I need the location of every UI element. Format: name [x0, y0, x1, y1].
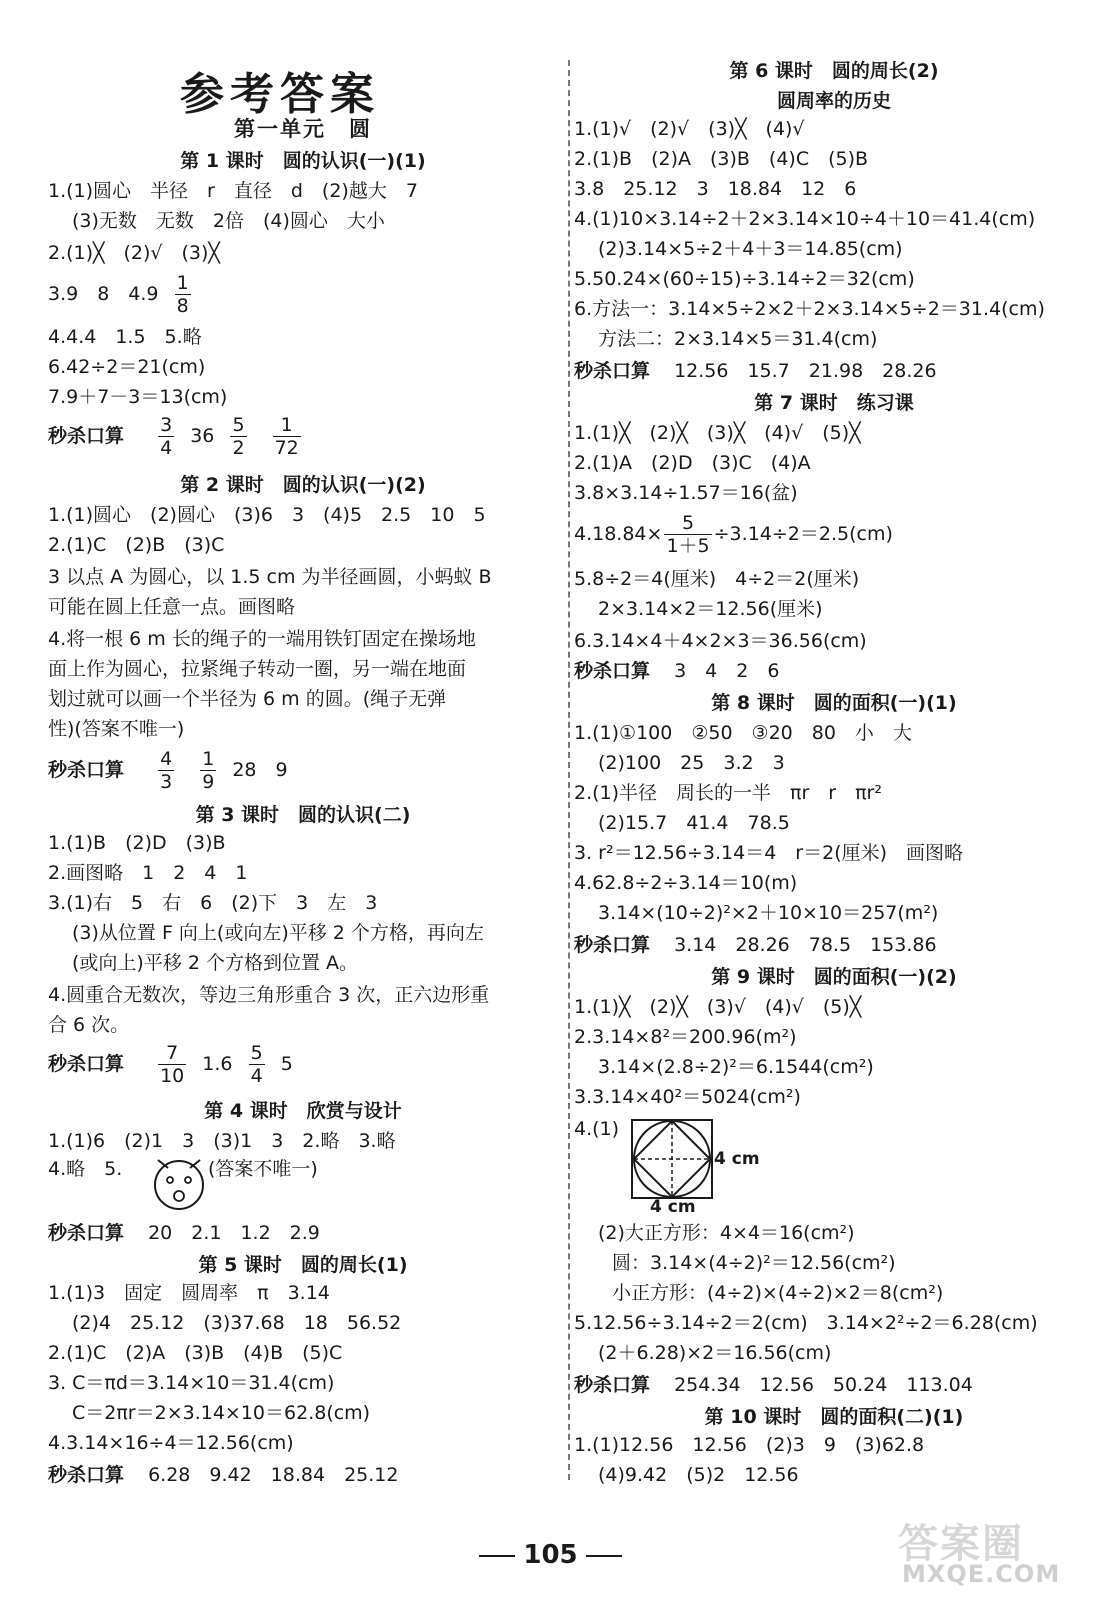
answer-line: 1.(1)√ (2)√ (3)╳ (4)√	[574, 118, 805, 140]
lesson-9-heading: 第 9 课时 圆的面积(一)(2)	[711, 966, 957, 988]
mental-math-line	[574, 932, 937, 958]
fraction: $\frac{5}{4}$	[250, 1042, 263, 1087]
answer-line: 2.(1)╳ (2)√ (3)╳	[48, 242, 220, 264]
mental-math-line	[48, 748, 288, 793]
mental-math-label: 秒杀口算	[48, 425, 125, 447]
answer-line: 1.(1)B (2)D (3)B	[48, 832, 226, 854]
answer-line: 3.(1)右 5 右 6 (2)下 3 左 3	[48, 892, 378, 914]
answer-line: (或向上)平移 2 个方格到位置 A。	[72, 952, 359, 974]
answer-line: 1.(1)圆心 (2)圆心 (3)6 3 (4)5 2.5 10 5	[48, 504, 486, 526]
answer-line: 2.(1)A (2)D (3)C (4)A	[574, 452, 811, 474]
answer-line: 划过就可以画一个半径为 6 m 的圆。(绳子无弹	[48, 688, 447, 710]
page-title: 参考答案	[180, 69, 380, 120]
answer-text: 36	[190, 425, 215, 447]
site-watermark: 答案圈 MXQE.COM	[898, 1521, 1061, 1588]
unit-title: 第一单元 圆	[234, 117, 372, 141]
lesson-10-heading: 第 10 课时 圆的面积(二)(1)	[704, 1406, 964, 1428]
answer-line: 5.8÷2＝4(厘米) 4÷2＝2(厘米)	[574, 568, 860, 590]
answer-line: C＝2πr＝2×3.14×10＝62.8(cm)	[72, 1402, 371, 1424]
answer-line: 2.(1)B (2)A (3)B (4)C (5)B	[574, 148, 869, 170]
answer-line: 3.14×(10÷2)²×2＋10×10＝257(m²)	[598, 902, 939, 924]
fraction: $\frac{5}{2}$	[232, 414, 245, 459]
mental-math-label: 秒杀口算	[48, 1222, 125, 1244]
answer-line: 4.3.14×16÷4＝12.56(cm)	[48, 1432, 294, 1454]
answer-line: (2＋6.28)×2＝16.56(cm)	[598, 1342, 832, 1364]
answer-text: 1.6	[202, 1053, 233, 1075]
answer-text: 5	[280, 1053, 293, 1075]
answer-line: 2×3.14×2＝12.56(厘米)	[598, 598, 823, 620]
fraction: $\frac{1}{9}$	[202, 748, 215, 793]
answer-line: 1.(1)圆心 半径 r 直径 d (2)越大 7	[48, 180, 418, 202]
answer-line: (3)无数 无数 2倍 (4)圆心 大小	[72, 210, 385, 232]
answer-line: 小正方形：(4÷2)×(4÷2)×2＝8(cm²)	[612, 1282, 944, 1304]
answer-line: 圆：3.14×(4÷2)²＝12.56(cm²)	[612, 1252, 896, 1274]
answer-text: 3.9 8 4.9	[48, 283, 159, 305]
answer-line: 3.8×3.14÷1.57＝16(盆)	[574, 482, 798, 504]
answer-line: 4.略 5.	[48, 1158, 123, 1180]
mental-math-line	[48, 1042, 293, 1087]
answer-line: 方法二：2×3.14×5＝31.4(cm)	[598, 328, 878, 350]
figure-side-label: 4 cm	[714, 1149, 760, 1169]
mental-math-line	[48, 1462, 398, 1488]
mental-math-label: 秒杀口算	[574, 360, 651, 382]
lesson-8-heading: 第 8 课时 圆的面积(一)(1)	[711, 692, 957, 714]
answer-line: 4.4.4 1.5 5.略	[48, 326, 202, 348]
answer-line: (3)从位置 F 向上(或向左)平移 2 个方格，再向左	[72, 922, 484, 944]
answer-line	[48, 272, 201, 317]
answer-line: 1.(1)①100 ②50 ③20 80 小 大	[574, 722, 912, 744]
answer-line: 3. r²＝12.56÷3.14＝4 r＝2(厘米) 画图略	[574, 842, 964, 864]
mental-math-label: 秒杀口算	[48, 759, 125, 781]
lesson-5-heading: 第 5 课时 圆的周长(1)	[198, 1254, 408, 1276]
answer-text: 4.18.84×	[574, 523, 663, 545]
lesson-3-heading: 第 3 课时 圆的认识(二)	[195, 804, 411, 826]
answer-text: 20 2.1 1.2 2.9	[148, 1222, 320, 1244]
answer-line: 2.3.14×8²＝200.96(m²)	[574, 1026, 797, 1048]
answer-text: 3 4 2 6	[674, 660, 780, 682]
page-number: 105	[0, 1540, 1101, 1570]
answer-line: (4)9.42 (5)2 12.56	[598, 1464, 799, 1486]
answer-line: 4.将一根 6 m 长的绳子的一端用铁钉固定在操场地	[48, 628, 476, 650]
answer-line: 3.3.14×40²＝5024(cm²)	[574, 1086, 801, 1108]
answer-line: 7.9＋7－3＝13(cm)	[48, 386, 228, 408]
answer-text: ÷3.14÷2＝2.5(cm)	[713, 523, 893, 545]
answer-line: 3.8 25.12 3 18.84 12 6	[574, 178, 857, 200]
answer-line: 2.(1)半径 周长的一半 πr r πr²	[574, 782, 882, 804]
mental-math-label: 秒杀口算	[574, 1374, 651, 1396]
answer-line: 5.12.56÷3.14÷2＝2(cm) 3.14×2²÷2＝6.28(cm)	[574, 1312, 1038, 1334]
answer-line: (2)100 25 3.2 3	[598, 752, 785, 774]
answer-line: (2)4 25.12 (3)37.68 18 56.52	[72, 1312, 402, 1334]
fraction: $\frac{4}{3}$	[160, 748, 173, 793]
fraction: $\frac{3}{4}$	[160, 414, 173, 459]
answer-text: 3.14 28.26 78.5 153.86	[674, 934, 937, 956]
answer-line: 3.14×(2.8÷2)²＝6.1544(cm²)	[598, 1056, 874, 1078]
answer-text: 12.56 15.7 21.98 28.26	[674, 360, 937, 382]
fraction: $\frac{1}{72}$	[274, 414, 299, 459]
mental-math-line	[574, 658, 779, 684]
answer-text: 6.28 9.42 18.84 25.12	[148, 1464, 399, 1486]
answer-line: 2.画图略 1 2 4 1	[48, 862, 248, 884]
mental-math-label: 秒杀口算	[48, 1053, 125, 1075]
mental-math-line	[48, 1220, 320, 1246]
smiley-face-drawing	[148, 1152, 210, 1214]
mental-math-line	[574, 358, 937, 384]
fraction: $\frac{5}{1+5}$	[666, 512, 710, 557]
mental-math-label: 秒杀口算	[574, 934, 651, 956]
answer-line: 3 以点 A 为圆心，以 1.5 cm 为半径画圆，小蚂蚁 B	[48, 566, 492, 588]
answer-line: 5.50.24×(60÷15)÷3.14÷2＝32(cm)	[574, 268, 915, 290]
answer-line: (2)大正方形：4×4＝16(cm²)	[598, 1222, 855, 1244]
answer-line: 2.(1)C (2)B (3)C	[48, 534, 225, 556]
answer-line: 1.(1)╳ (2)╳ (3)╳ (4)√ (5)╳	[574, 422, 861, 444]
answer-line: 6.3.14×4＋4×2×3＝36.56(cm)	[574, 630, 867, 652]
answer-text: 254.34 12.56 50.24 113.04	[674, 1374, 973, 1396]
figure-bottom-label: 4 cm	[650, 1197, 696, 1217]
answer-line: 1.(1)╳ (2)╳ (3)√ (4)√ (5)╳	[574, 996, 862, 1018]
column-divider	[568, 60, 570, 1480]
answer-line: 6.42÷2＝21(cm)	[48, 356, 206, 378]
answer-line: 4.62.8÷2÷3.14＝10(m)	[574, 872, 798, 894]
answer-line: 2.(1)C (2)A (3)B (4)B (5)C	[48, 1342, 343, 1364]
answer-line: 1.(1)6 (2)1 3 (3)1 3 2.略 3.略	[48, 1130, 396, 1152]
answer-line: (2)3.14×5÷2＋4＋3＝14.85(cm)	[598, 238, 903, 260]
answer-line: 3. C＝πd＝3.14×10＝31.4(cm)	[48, 1372, 335, 1394]
answer-line: 可能在圆上任意一点。画图略	[48, 596, 296, 618]
answer-line: 4.(1)10×3.14÷2＋2×3.14×10÷4＋10＝41.4(cm)	[574, 208, 1036, 230]
answer-text: 28 9	[232, 759, 288, 781]
answer-line	[574, 512, 893, 557]
mental-math-label: 秒杀口算	[574, 660, 651, 682]
answer-line: 1.(1)3 固定 圆周率 π 3.14	[48, 1282, 330, 1304]
mental-math-line	[574, 1372, 973, 1398]
answer-line: (2)15.7 41.4 78.5	[598, 812, 790, 834]
lesson-6-subheading: 圆周率的历史	[776, 90, 891, 112]
lesson-7-heading: 第 7 课时 练习课	[754, 392, 914, 414]
lesson-6-heading: 第 6 课时 圆的周长(2)	[729, 60, 939, 82]
fraction: $\frac{1}{8}$	[176, 272, 189, 317]
answer-line: (答案不唯一)	[208, 1158, 318, 1180]
answer-line: 合 6 次。	[48, 1014, 130, 1036]
answer-line: 性)(答案不唯一)	[48, 718, 185, 740]
fraction: $\frac{7}{10}$	[160, 1042, 185, 1087]
answer-line: 1.(1)12.56 12.56 (2)3 9 (3)62.8	[574, 1434, 925, 1456]
answer-line: 4.圆重合无数次，等边三角形重合 3 次，正六边形重	[48, 984, 490, 1006]
answer-line: 6.方法一：3.14×5÷2×2＋2×3.14×5÷2＝31.4(cm)	[574, 298, 1045, 320]
answer-line: 面上作为圆心，拉紧绳子转动一圈，另一端在地面	[48, 658, 467, 680]
mental-math-label: 秒杀口算	[48, 1464, 125, 1486]
lesson-1-heading: 第 1 课时 圆的认识(一)(1)	[180, 150, 426, 172]
answer-line: 4.(1)	[574, 1118, 620, 1140]
mental-math-line	[48, 414, 311, 459]
lesson-4-heading: 第 4 课时 欣赏与设计	[204, 1100, 402, 1122]
lesson-2-heading: 第 2 课时 圆的认识(一)(2)	[180, 474, 426, 496]
